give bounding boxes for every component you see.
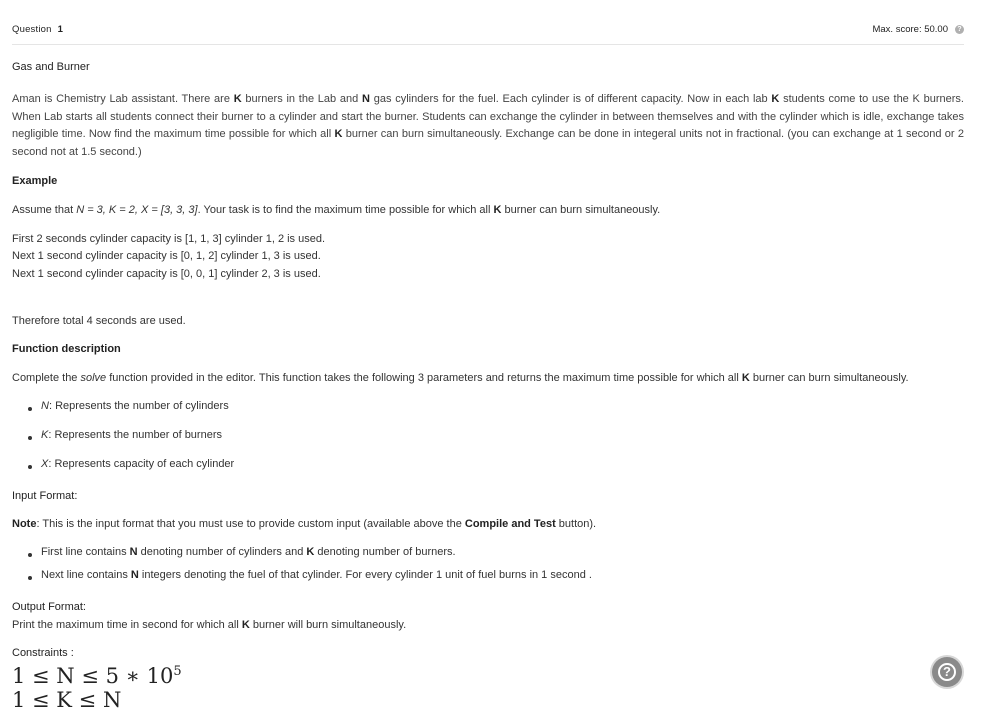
help-circle-icon: ? (938, 663, 956, 681)
input-format-heading: Input Format: (12, 490, 78, 502)
constraint-1: 1 ≤ N ≤ 5 ∗ $10^5$ (12, 664, 182, 688)
param-item-x: X: Represents capacity of each cylinder (28, 458, 234, 470)
example-line-3: Next 1 second cylinder capacity is [0, 0, 1] cylinder 2, 3 is used. (12, 268, 321, 280)
function-description-text: Complete the solve function provided in the editor. This function takes the following 3 parameters and returns the maximum time possible for which all K burner can burn simultaneously. (12, 372, 909, 384)
output-format-text: Print the maximum time in second for which all K burner will burn simultaneously. (12, 619, 407, 631)
input-format-item-2: Next line contains N integers denoting the fuel of that cylinder. For every cylinder 1 unit of fuel burns in 1 second . (28, 569, 592, 581)
help-button[interactable] (932, 657, 962, 687)
example-assumption: Assume that N = 3, K = 2, X = [3, 3, 3]. Your task is to find the maximum time possible for which all K burner can burn simultaneously. (12, 204, 661, 216)
question-header (12, 0, 964, 45)
problem-statement (12, 0, 964, 712)
input-format-item-1: First line contains N denoting number of cylinders and K denoting number of burners. (28, 546, 456, 558)
input-format-note: Note: This is the input format that you must use to provide custom input (available above the Compile and Test button). (12, 518, 597, 530)
question-circle-icon[interactable]: ? (955, 25, 964, 34)
constraints-heading: Constraints : (12, 647, 74, 659)
constraint-2: 1 ≤ K ≤ N (12, 688, 122, 712)
max-score: Max. score: 50.00 ? (872, 24, 964, 35)
example-line-1: First 2 seconds cylinder capacity is [1, 1, 3] cylinder 1, 2 is used. (12, 233, 326, 245)
example-line-2: Next 1 second cylinder capacity is [0, 1, 2] cylinder 1, 3 is used. (12, 250, 321, 262)
param-item-k: K: Represents the number of burners (28, 429, 222, 441)
output-format-heading: Output Format: (12, 601, 86, 613)
example-heading: Example (12, 175, 58, 187)
function-description-heading: Function description (12, 343, 121, 355)
problem-title: Gas and Burner (12, 61, 90, 73)
example-conclusion: Therefore total 4 seconds are used. (12, 315, 186, 327)
question-number: 1 (57, 24, 64, 35)
param-item-n: N: Represents the number of cylinders (28, 400, 229, 412)
intro-paragraph: Aman is Chemistry Lab assistant. There are K burners in the Lab and N gas cylinders for the fuel. Each cylinder is of different capacity. Now in each lab K students come to use the K burners. When Lab starts all students connect their burner to a cylinder and start the burner. Students can exchange the cylinder in between themselves and with the cylinder which is idle, exchange takes negligible time. Now find the maximum time possible for which all K burner can burn simultaneously. Exchange can be done in integeral units not in fractional. (you can exchange at 1 second or 2 second not at 1.5 second.) (12, 93, 964, 158)
question-label: Question 1 (12, 24, 64, 35)
